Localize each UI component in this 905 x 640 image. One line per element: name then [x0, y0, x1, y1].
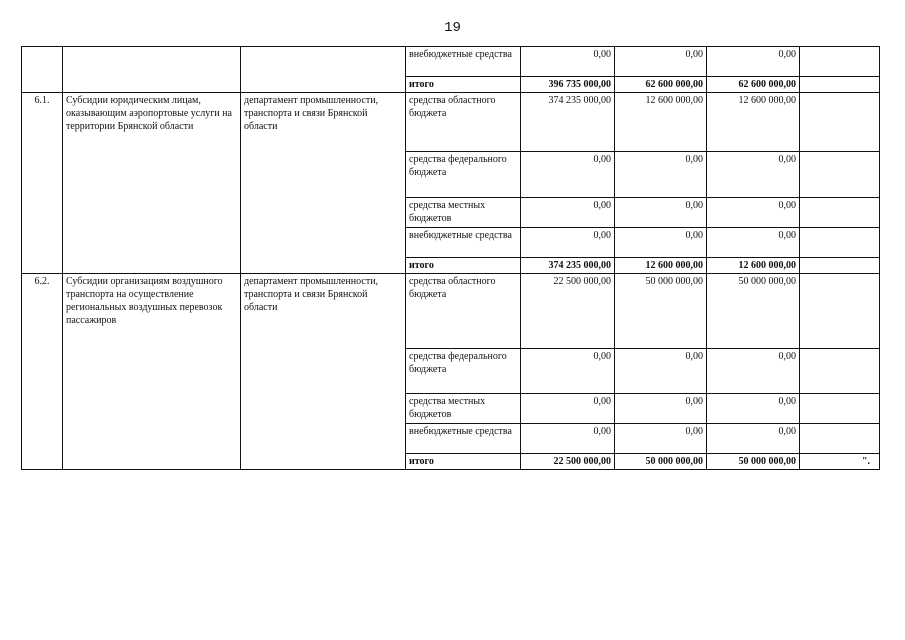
source-cell: средства областного бюджета	[406, 93, 521, 152]
empty-cell	[800, 152, 880, 198]
value-cell: 374 235 000,00	[521, 93, 615, 152]
item-number: 6.2.	[22, 274, 63, 470]
source-cell: средства областного бюджета	[406, 274, 521, 349]
value-cell: 12 600 000,00	[615, 93, 707, 152]
source-cell: средства местных бюджетов	[406, 198, 521, 228]
table-row	[22, 93, 880, 152]
value-cell: 0,00	[707, 349, 800, 394]
value-cell: 0,00	[521, 424, 615, 454]
table-row	[22, 47, 880, 77]
item-number: 6.1.	[22, 93, 63, 274]
value-cell: 12 600 000,00	[615, 258, 707, 274]
source-cell: итого	[406, 258, 521, 274]
empty-cell	[800, 77, 880, 93]
value-cell: 0,00	[521, 47, 615, 77]
empty-cell	[800, 93, 880, 152]
empty-cell	[800, 274, 880, 349]
value-cell: 0,00	[521, 394, 615, 424]
value-cell: 0,00	[707, 228, 800, 258]
value-cell: 22 500 000,00	[521, 274, 615, 349]
value-cell: 374 235 000,00	[521, 258, 615, 274]
value-cell: 0,00	[615, 228, 707, 258]
value-cell: 22 500 000,00	[521, 454, 615, 470]
number-cell	[22, 47, 63, 93]
executor-cell	[241, 47, 406, 93]
value-cell: 50 000 000,00	[707, 274, 800, 349]
source-cell: средства федерального бюджета	[406, 349, 521, 394]
empty-cell	[800, 228, 880, 258]
value-cell: 0,00	[615, 47, 707, 77]
name-cell	[63, 47, 241, 93]
empty-cell	[800, 258, 880, 274]
budget-table	[21, 46, 880, 470]
value-cell: 396 735 000,00	[521, 77, 615, 93]
empty-cell	[800, 47, 880, 77]
empty-cell	[800, 198, 880, 228]
value-cell: 0,00	[615, 349, 707, 394]
empty-cell	[800, 349, 880, 394]
value-cell: 62 600 000,00	[707, 77, 800, 93]
value-cell: 0,00	[707, 152, 800, 198]
table-row	[22, 274, 880, 349]
item-executor: департамент промышленности, транспорта и связи Брянской области	[241, 93, 406, 274]
value-cell: 50 000 000,00	[615, 454, 707, 470]
value-cell: 12 600 000,00	[707, 258, 800, 274]
value-cell: 0,00	[521, 152, 615, 198]
value-cell: 0,00	[521, 228, 615, 258]
value-cell: 0,00	[707, 47, 800, 77]
value-cell: 0,00	[615, 198, 707, 228]
value-cell: 0,00	[707, 394, 800, 424]
empty-cell	[800, 424, 880, 454]
page-number: 19	[444, 20, 461, 36]
value-cell: 12 600 000,00	[707, 93, 800, 152]
value-cell: 0,00	[615, 394, 707, 424]
source-cell: внебюджетные средства	[406, 47, 521, 77]
item-executor: департамент промышленности, транспорта и связи Брянской области	[241, 274, 406, 470]
empty-cell	[800, 394, 880, 424]
source-cell: внебюджетные средства	[406, 424, 521, 454]
value-cell: 0,00	[521, 198, 615, 228]
closing-cell	[800, 454, 880, 470]
source-cell: итого	[406, 77, 521, 93]
closing-quote-mark: ".	[861, 456, 870, 467]
value-cell: 50 000 000,00	[707, 454, 800, 470]
source-cell: итого	[406, 454, 521, 470]
value-cell: 0,00	[615, 424, 707, 454]
value-cell: 0,00	[521, 349, 615, 394]
value-cell: 50 000 000,00	[615, 274, 707, 349]
source-cell: средства местных бюджетов	[406, 394, 521, 424]
source-cell: внебюджетные средства	[406, 228, 521, 258]
value-cell: 62 600 000,00	[615, 77, 707, 93]
item-name: Субсидии юридическим лицам, оказывающим аэропортовые услуги на территории Брянской области	[63, 93, 241, 274]
value-cell: 0,00	[707, 198, 800, 228]
item-name: Субсидии организациям воздушного транспорта на осуществление региональных воздушных перевозок пассажиров	[63, 274, 241, 470]
source-cell: средства федерального бюджета	[406, 152, 521, 198]
value-cell: 0,00	[615, 152, 707, 198]
value-cell: 0,00	[707, 424, 800, 454]
